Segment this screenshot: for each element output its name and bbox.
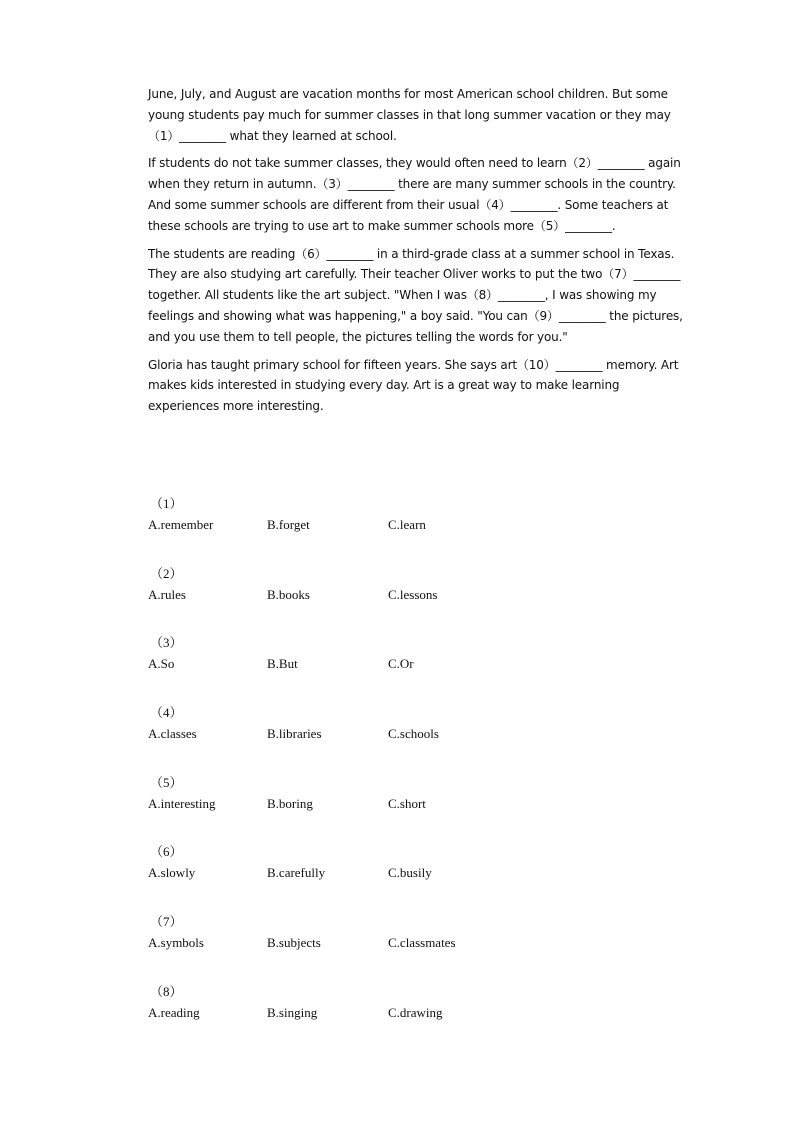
passage [148, 84, 688, 424]
option-b: B.boring [267, 795, 313, 811]
option-a: A.remember [148, 517, 214, 532]
passage-paragraph-3: The students are reading（6）________ in a third-grade class at a summer school in Texas. They are also studying art carefully. Their teacher Oliver works to put the two（7）________ together. All students like the art subject. "When I was（8）________, I was showing my feelings and showing what was happening," a boy said. "You can（9）________ the pictures, and you use them to tell people, the pictures telling the words for you." [148, 246, 683, 344]
option-c: C.Or [388, 656, 414, 672]
question-number: （7） [150, 914, 183, 930]
option-b: B.But [267, 656, 298, 672]
option-a: A.slowly [148, 865, 196, 881]
question-item [148, 911, 648, 981]
option-a: A.rules [148, 586, 186, 602]
question-item [148, 981, 648, 1051]
question-number: （5） [150, 774, 183, 790]
question-item [148, 493, 648, 563]
option-b: B.libraries [267, 726, 322, 742]
question-item [148, 563, 648, 633]
question-number: （8） [150, 983, 183, 999]
option-c: C.learn [388, 517, 426, 532]
option-c: C.busily [388, 865, 432, 881]
option-b: B.singing [267, 1004, 318, 1020]
question-item [148, 702, 648, 772]
question-number: （1） [150, 496, 183, 511]
passage-paragraph-2: If students do not take summer classes, they would often need to learn（2）________ again when they return in autumn.（3）________ there are many summer schools in the country. And some summer schools are different from their usual（4）________. Some teachers at these schools are trying to use art to make summer schools more（5）________. [148, 156, 681, 233]
option-a: A.symbols [148, 935, 204, 951]
option-a: A.reading [148, 1004, 200, 1020]
option-c: C.classmates [388, 935, 456, 951]
question-number: （2） [150, 565, 183, 581]
option-b: B.carefully [267, 865, 326, 881]
option-a: A.interesting [148, 795, 216, 811]
option-a: A.classes [148, 726, 197, 742]
question-item [148, 772, 648, 842]
option-b: B.forget [267, 517, 310, 532]
option-c: C.drawing [388, 1004, 443, 1020]
option-c: C.short [388, 795, 426, 811]
option-b: B.books [267, 586, 310, 602]
passage-paragraph-1: June, July, and August are vacation months for most American school children. But some young students pay much for summer classes in that long summer vacation or they may（1）________ what they learned at school. [148, 87, 671, 143]
question-list [148, 493, 648, 1051]
question-number: （6） [150, 844, 183, 860]
question-item [148, 841, 648, 911]
question-number: （4） [150, 705, 183, 721]
question-number: （3） [150, 635, 183, 651]
option-c: C.lessons [388, 586, 438, 602]
option-a: A.So [148, 656, 175, 672]
option-b: B.subjects [267, 935, 321, 951]
option-c: C.schools [388, 726, 439, 742]
passage-paragraph-4: Gloria has taught primary school for fifteen years. She says art（10）________ memory. Art makes kids interested in studying every day. Art is a great way to make learning experiences more interesting. [148, 357, 679, 414]
question-item [148, 632, 648, 702]
